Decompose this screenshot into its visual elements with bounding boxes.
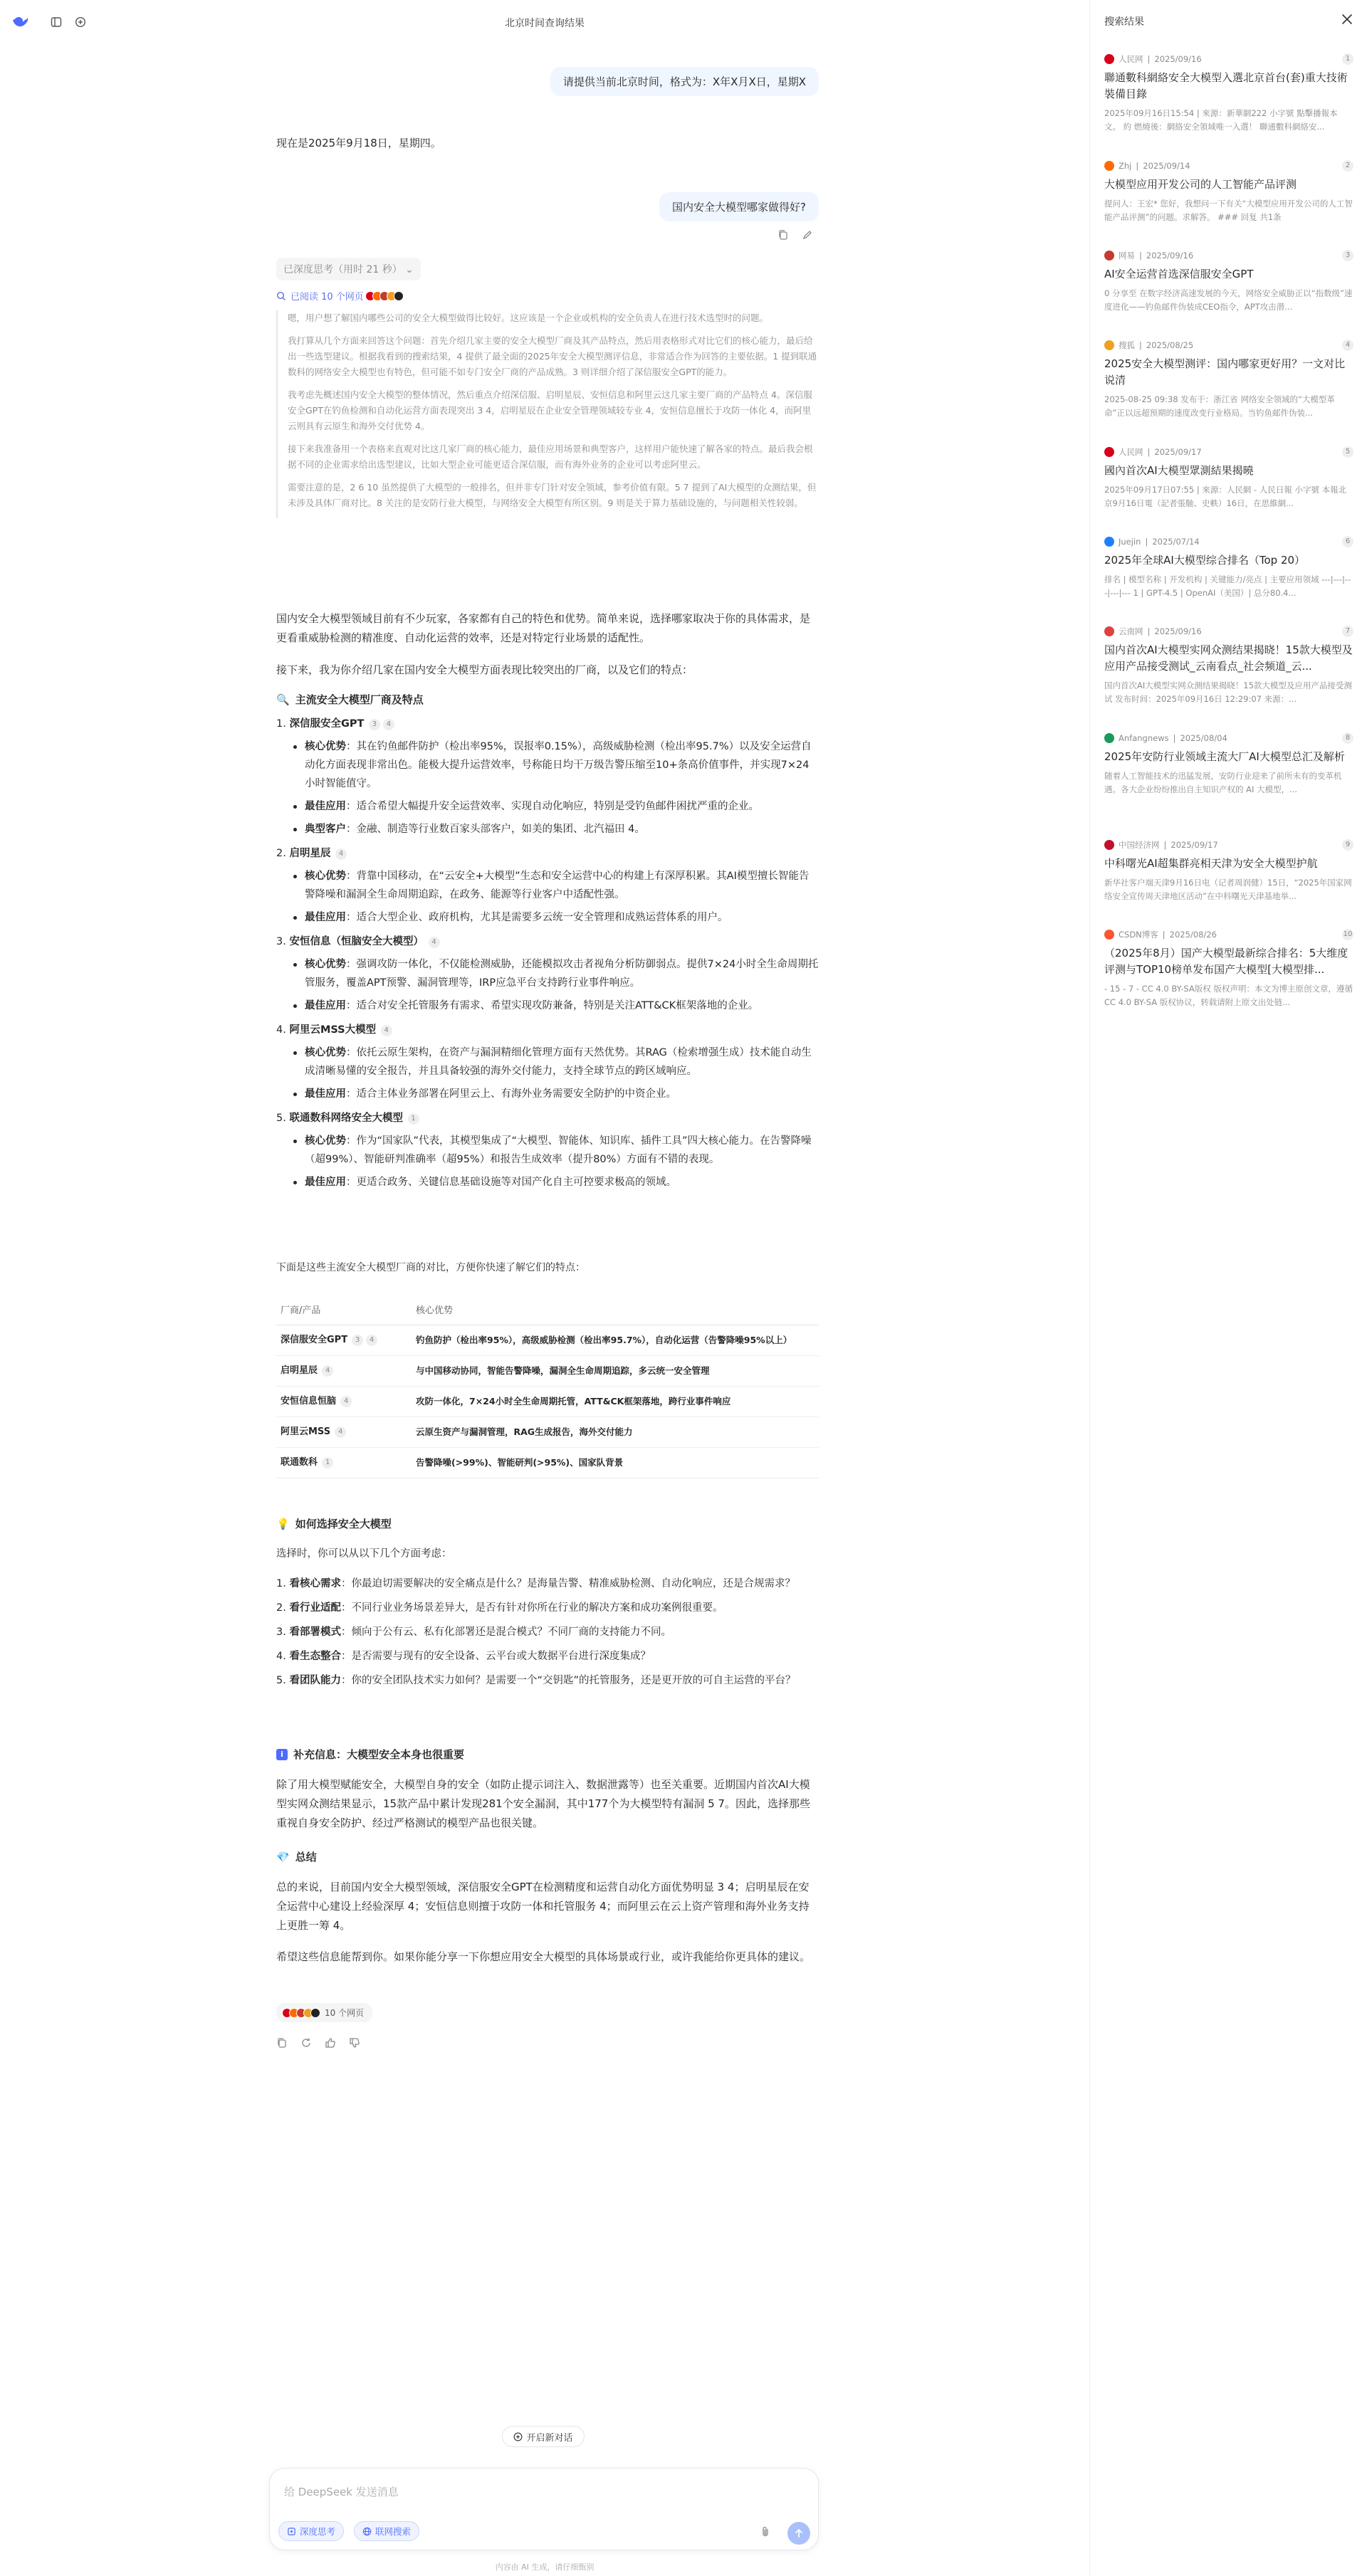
search-result-title[interactable]: AI安全运营首选深信服安全GPT — [1104, 268, 1254, 280]
search-result-title[interactable]: 國內首次AI大模型眾測結果揭曉 — [1104, 464, 1254, 477]
message-input[interactable]: 给 DeepSeek 发送消息 — [284, 2486, 399, 2498]
table-row — [276, 1387, 819, 1417]
search-result-item[interactable]: CSDN博客 | 2025/08/26 10 （2025年8月）国产大模型最新综合排名：5大维度评测与TOP10榜单发布国产大模型[大模型排... - 15 - 7 - CC 4.0 BY-SA版权 版权声明：本文为博主原创文章，遵循 CC 4.0 BY-SA 版权协议，转载请附上原文出处链... — [1104, 928, 1353, 1009]
search-result-title[interactable]: （2025年8月）国产大模型最新综合排名：5大维度评测与TOP10榜单发布国产大模型[大模型排... — [1104, 947, 1348, 976]
source-favicons — [285, 2008, 320, 2018]
table-cell-vendor: 深信服安全GPT 3 4 — [276, 1325, 412, 1356]
search-result-title[interactable]: 中科曙光AI超集群亮相天津为安全大模型护航 — [1104, 857, 1318, 870]
edit-icon[interactable] — [802, 229, 813, 241]
vendor-list — [276, 715, 819, 1197]
read-sources-row[interactable] — [276, 289, 404, 303]
message-composer[interactable] — [269, 2468, 819, 2550]
vendor-item: 5. 联通数科网络安全大模型 1 核心优势：作为“国家队”代表，其模型集成了“大模型、智能体、知识库、插件工具”四大核心能力。在告警降噪（超99%）、智能研判准确率（超95%）和报告生成效率（提升80%）方面有不错的表现。 最佳应用：更适合政务、关键信息基础设施等对国产化自主可控要求极高的领域。 — [276, 1109, 819, 1192]
table-header-cell: 厂商/产品 — [276, 1294, 412, 1325]
thinking-content — [276, 310, 819, 518]
close-icon[interactable] — [1341, 13, 1353, 26]
deep-think-button[interactable]: 深度思考 — [278, 2521, 344, 2541]
search-result-snippet: 2025年09月16日15:54 | 來源：新華網222 小字號 點擊播報本文。 約 燃燒後：網絡安全領域唯一入選！ 聯通數科網絡安... — [1104, 108, 1338, 132]
search-result-snippet: 提问人：王宏* 您好，我想问一下有关“大模型应用开发公司的人工智能产品评测”的问题。求解答。 ### 回复 共1条 — [1104, 199, 1353, 222]
plus-circle-icon — [513, 2432, 523, 2441]
tip-item: 3. 看部署模式：倾向于公有云、私有化部署还是混合模式？不同厂商的支持能力不同。 — [276, 1626, 671, 1638]
copy-icon[interactable] — [276, 2037, 288, 2051]
table-header-cell: 核心优势 — [412, 1294, 819, 1325]
closing-text: 希望这些信息能帮到你。如果你能分享一下你想应用安全大模型的具体场景或行业，或许我能给你更具体的建议。 — [276, 1950, 811, 1963]
vendor-item: 3. 安恒信息（恒脑安全大模型） 4 核心优势：强调攻防一体化，不仅能检测威胁，还能模拟攻击者视角分析防御弱点。提供7×24小时全生命周期托管服务，覆盖APT预警、漏洞管理等，IRP应急平台支持跨行业事件响应。 最佳应用：适合对安全托管服务有需求、希望实现攻防兼备，特别是关注ATT&CK框架落地的企业。 — [276, 932, 819, 1015]
section-heading-supplement: i 补充信息：大模型安全本身也很重要 — [276, 1747, 464, 1762]
sources-label: 10 个网页 — [325, 2008, 365, 2018]
table-row — [276, 1356, 819, 1387]
answer-actions — [276, 2037, 360, 2051]
summary-text: 总的来说，目前国内安全大模型领域，深信服安全GPT在检测精度和运营自动化方面优势明显 3 4；启明星辰在安全运营中心建设上经验深厚 4；安恒信息则擅于攻防一体和托管服务 4；而阿里云在云上资产管理和海外业务支持上更胜一筹 4。 — [276, 1881, 810, 1932]
comparison-table — [276, 1294, 819, 1478]
site-favicon-icon — [1104, 340, 1114, 350]
user-message-actions — [777, 229, 813, 241]
section-heading-summary: 💎 总结 — [276, 1850, 317, 1863]
search-result-item[interactable]: 人民网 | 2025/09/17 5 國內首次AI大模型眾測結果揭曉 2025年09月17日07:55 | 來源：人民網 - 人民日報 小字號 本報北京9月16日電（記者張馳、史軼）16日，在思維網... — [1104, 446, 1353, 510]
site-favicon-icon — [1104, 54, 1114, 64]
search-result-snippet: - 15 - 7 - CC 4.0 BY-SA版权 版权声明：本文为博主原创文章，遵循 CC 4.0 BY-SA 版权协议，转载请附上原文出处链... — [1104, 984, 1353, 1007]
magnifier-icon: 🔍 — [276, 693, 290, 706]
user-message: 请提供当前北京时间，格式为：X年X月X日，星期X — [550, 67, 819, 96]
top-bar — [0, 0, 1089, 44]
think-paragraph: 我考虑先概述国内安全大模型的整体情况，然后重点介绍深信服、启明星辰、安恒信息和阿里云这几家主要厂商的产品特点 4。深信服安全GPT在钓鱼检测和自动化运营方面表现突出 3 4，启明星辰在企业安全管理领域较专业 4，安恒信息擅长于攻防一体化 4，而阿里云则具有云原生和海外交付优势 4。 — [288, 389, 812, 431]
table-intro: 下面是这些主流安全大模型厂商的对比，方便你快速了解它们的特点： — [276, 1262, 585, 1273]
table-cell-strength: 钓鱼防护（检出率95%），高级威胁检测（检出率95.7%），自动化运营（告警降噪95%以上） — [412, 1325, 819, 1356]
ai-disclaimer: 内容由 AI 生成，请仔细甄别 — [495, 2562, 595, 2572]
table-cell-strength: 攻防一体化，7×24小时全生命周期托管，ATT&CK框架落地，跨行业事件响应 — [412, 1387, 819, 1417]
search-result-title[interactable]: 聯通數科網絡安全大模型入選北京首台(套)重大技術裝備目錄 — [1104, 71, 1348, 100]
search-result-item[interactable]: Juejin | 2025/07/14 6 2025年全球AI大模型综合排名（Top 20） 排名 | 模型名称 | 开发机构 | 关键能力/亮点 | 主要应用领域 ---|---|---|---|--- 1 | GPT-4.5 | OpenAI（美国）| 总分80.4... — [1104, 535, 1353, 600]
regenerate-icon[interactable] — [300, 2037, 312, 2051]
tip-item: 4. 看生态整合：是否需要与现有的安全设备、云平台或大数据平台进行深度集成？ — [276, 1651, 651, 1662]
search-result-snippet: 国内首次AI大模型实网众测结果揭晓！15款大模型及应用产品接受测试 发布时间：2025年09月16日 12:29:07 来源：... — [1104, 680, 1352, 704]
web-search-button[interactable]: 联网搜索 — [354, 2521, 419, 2541]
search-result-item[interactable]: 中国经济网 | 2025/09/17 9 中科曙光AI超集群亮相天津为安全大模型护航 新华社客户端天津9月16日电（记者周润健）15日，“2025年国家网络安全宣传周天津地区活动”在中科曙光天津基地举... — [1104, 838, 1353, 903]
vendor-item: 1. 深信服安全GPT 3 4 核心优势：其在钓鱼邮件防护（检出率95%，误报率0.15%），高级威胁检测（检出率95.7%）以及安全运营自动化方面表现非常出色。能极大提升运营效率，号称能日均干万级告警压缩至10+条高价值事件，并实现7×24小时智能值守。 最佳应用：适合希望大幅提升安全运营效率、实现自动化响应，特别是受钓鱼邮件困扰严重的企业。 典型客户：金融、制造等行业数百家头部客户，如美的集团、北汽福田 4。 — [276, 715, 819, 838]
think-paragraph: 我打算从几个方面来回答这个问题：首先介绍几家主要的安全大模型厂商及其产品特点，然后用表格形式对比它们的核心能力，最后给出一些选型建议。根据我看到的搜索结果，4 提供了最全面的2025年安全大模型测评信息，非常适合作为回答的主要依据。1 提到联通数科的网络安全大模型也有特色，但可能不如专门安全厂商的产品成熟。3 则详细介绍了深信服安全GPT的能力。 — [288, 335, 817, 377]
site-favicon-icon — [1104, 733, 1114, 743]
globe-icon — [362, 2527, 372, 2536]
source-favicons — [368, 291, 404, 301]
search-icon — [276, 291, 286, 301]
site-favicon-icon — [1104, 251, 1114, 261]
new-chat-button[interactable] — [502, 2426, 585, 2447]
site-favicon-icon — [1104, 447, 1114, 457]
supplement-text: 除了用大模型赋能安全，大模型自身的安全（如防止提示词注入、数据泄露等）也至关重要。近期国内首次AI大模型实网众测结果显示，15款产品中累计发现281个安全漏洞，其中177个为大模型特有漏洞 5 7。因此，选择那些重视自身安全防护、经过严格测试的模型产品也很关键。 — [276, 1778, 810, 1829]
info-icon: i — [276, 1749, 288, 1760]
selection-intro: 选择时，你可以从以下几个方面考虑： — [276, 1548, 452, 1560]
user-message: 国内安全大模型哪家做得好? — [659, 192, 819, 221]
deep-think-label: 已深度思考（用时 21 秒） — [283, 264, 402, 275]
lightbulb-icon: 💡 — [276, 1517, 290, 1530]
table-header-row — [276, 1294, 819, 1325]
search-results-title: 搜索结果 — [1104, 16, 1144, 28]
arrow-up-icon — [794, 2528, 804, 2538]
table-cell-vendor: 启明星辰 4 — [276, 1356, 412, 1387]
search-result-snippet: 排名 | 模型名称 | 开发机构 | 关键能力/亮点 | 主要应用领域 ---|---|---|---|--- 1 | GPT-4.5 | OpenAI（美国）| 总分80.4... — [1104, 574, 1351, 598]
search-result-item[interactable]: 网易 | 2025/09/16 3 AI安全运营首选深信服安全GPT 0 分享至 在数字经济高速发展的今天，网络安全威胁正以“指数级”速度进化——钓鱼邮件伪装成CEO指令，APT攻击潜... — [1104, 249, 1353, 314]
send-button[interactable] — [787, 2522, 810, 2545]
search-result-snippet: 新华社客户端天津9月16日电（记者周润健）15日，“2025年国家网络安全宣传周天津地区活动”在中科曙光天津基地举... — [1104, 878, 1352, 901]
table-cell-strength: 与中国移动协同，智能告警降噪，漏洞全生命周期追踪，多云统一安全管理 — [412, 1356, 819, 1387]
search-result-item[interactable]: 搜狐 | 2025/08/25 4 2025安全大模型测评：国内哪家更好用？一文对比说清 2025-08-25 09:38 发布于：浙江省 网络安全领域的“大模型革命”正以远超预期的速度改变行业格局。当钓鱼邮件伪装... — [1104, 339, 1353, 420]
table-cell-strength: 告警降噪(>99%)、智能研判(>95%)、国家队背景 — [412, 1448, 819, 1478]
think-paragraph: 嗯，用户想了解国内哪些公司的安全大模型做得比较好。这应该是一个企业或机构的安全负责人在进行技术选型时的问题。 — [288, 312, 769, 323]
thumbs-up-icon[interactable] — [325, 2037, 336, 2051]
table-row — [276, 1325, 819, 1356]
site-favicon-icon — [1104, 626, 1114, 636]
tip-item: 2. 看行业适配：不同行业业务场景差异大，是否有针对你所在行业的解决方案和成功案例很重要。 — [276, 1602, 723, 1614]
table-row — [276, 1417, 819, 1448]
search-result-snippet: 2025-08-25 09:38 发布于：浙江省 网络安全领域的“大模型革命”正以远超预期的速度改变行业格局。当钓鱼邮件伪装... — [1104, 394, 1335, 418]
deep-think-toggle[interactable] — [276, 258, 421, 280]
site-favicon-icon — [1104, 537, 1114, 547]
search-result-snippet: 0 分享至 在数字经济高速发展的今天，网络安全威胁正以“指数级”速度进化——钓鱼邮件伪装成CEO指令，APT攻击潜... — [1104, 288, 1353, 312]
think-paragraph: 接下来我准备用一个表格来直观对比这几家厂商的核心能力，最佳应用场景和典型客户，这样用户能快速了解各家的特点。最后我会根据不同的企业需求给出选型建议，比如大型企业可能更适合深信服，而有海外业务的企业可以考虑阿里云。 — [288, 443, 813, 470]
site-favicon-icon — [1104, 161, 1114, 171]
search-result-title[interactable]: 2025年全球AI大模型综合排名（Top 20） — [1104, 554, 1306, 567]
search-result-title[interactable]: 2025安全大模型测评：国内哪家更好用？一文对比说清 — [1104, 357, 1346, 387]
section-heading-selection: 💡 如何选择安全大模型 — [276, 1517, 392, 1530]
new-chat-label: 开启新对话 — [526, 2432, 573, 2444]
tip-item: 5. 看团队能力：你的安全团队技术实力如何？是需要一个“交钥匙”的托管服务，还是更开放的可自主运营的平台？ — [276, 1675, 796, 1686]
site-favicon-icon — [1104, 840, 1114, 850]
tip-item: 1. 看核心需求：你最迫切需要解决的安全痛点是什么？是海量告警、精准威胁检测、自动化响应，还是合规需求？ — [276, 1578, 795, 1589]
section-heading-vendors: 🔍 主流安全大模型厂商及特点 — [276, 693, 424, 706]
think-paragraph: 需要注意的是，2 6 10 虽然提供了大模型的一般排名，但并非专门针对安全领域，参考价值有限。5 7 提到了AI大模型的众测结果，但未涉及具体厂商对比。8 关注的是安防行业大模型，与网络安全大模型有所区别。9 则是关于算力基础设施的，与问题相关性较弱。 — [288, 482, 817, 508]
table-cell-vendor: 安恒信息恒脑 4 — [276, 1387, 412, 1417]
search-result-title[interactable]: 2025年安防行业领域主流大厂AI大模型总汇及解析 — [1104, 750, 1345, 763]
search-result-item[interactable]: 云南网 | 2025/09/16 7 国内首次AI大模型实网众测结果揭晓！15款大模型及应用产品接受测试_云南看点_社会频道_云... 国内首次AI大模型实网众测结果揭晓！15款大模型及应用产品接受测试 发布时间：2025年09月16日 12:29:07 来源：... — [1104, 625, 1353, 706]
assistant-answer: 现在是2025年9月18日，星期四。 — [276, 137, 441, 149]
answer-intro: 国内安全大模型领域目前有不少玩家，各家都有自己的特色和优势。简单来说，选择哪家取决于你的具体需求，是更看重威胁检测的精准度、自动化运营的效率，还是对特定行业场景的适配性。 — [276, 612, 811, 644]
search-result-title[interactable]: 大模型应用开发公司的人工智能产品评测 — [1104, 178, 1297, 191]
answer-intro-2: 接下来，我为你介绍几家在国内安全大模型方面表现比较突出的厂商，以及它们的特点： — [276, 663, 693, 676]
search-result-item[interactable]: Zhj | 2025/09/14 2 大模型应用开发公司的人工智能产品评测 提问人：王宏* 您好，我想问一下有关“大模型应用开发公司的人工智能产品评测”的问题。求解答。 ### 回复 共1条 — [1104, 159, 1353, 224]
table-cell-strength: 云原生资产与漏洞管理，RAG生成报告，海外交付能力 — [412, 1417, 819, 1448]
table-cell-vendor: 阿里云MSS 4 — [276, 1417, 412, 1448]
site-favicon-icon — [1104, 930, 1114, 940]
sources-button[interactable] — [276, 2003, 372, 2022]
page-title: 北京时间查询结果 — [505, 18, 585, 29]
table-cell-vendor: 联通数科 1 — [276, 1448, 412, 1478]
vendor-item: 2. 启明星辰 4 核心优势：背靠中国移动，在“云安全+大模型”生态和安全运营中心的构建上有深厚积累。其AI模型擅长智能告警降噪和漏洞全生命周期追踪，在政务、能源等行业客户中适配性强。 最佳应用：适合大型企业、政府机构，尤其是需要多云统一安全管理和成熟运营体系的用户。 — [276, 844, 819, 927]
deep-think-icon — [287, 2527, 296, 2536]
search-result-snippet: 2025年09月17日07:55 | 來源：人民網 - 人民日報 小字號 本報北京9月16日電（記者張馳、史軼）16日，在思維網... — [1104, 485, 1347, 508]
search-result-snippet: 随着人工智能技术的迅猛发展，安防行业迎来了前所未有的变革机遇。各大企业纷纷推出自主知识产权的 AI 大模型，... — [1104, 771, 1342, 794]
vendor-item: 4. 阿里云MSS大模型 4 核心优势：依托云原生架构，在资产与漏洞精细化管理方面有天然优势。其RAG（检索增强生成）技术能自动生成清晰易懂的安全报告，并且具备较强的海外交付能力，支持全球节点的跨区域响应。 最佳应用：适合主体业务部署在阿里云上、有海外业务需要安全防护的中资企业。 — [276, 1021, 819, 1103]
search-result-item[interactable]: Anfangnews | 2025/08/04 8 2025年安防行业领域主流大厂AI大模型总汇及解析 随着人工智能技术的迅猛发展，安防行业迎来了前所未有的变革机遇。各大企业纷纷推出自主知识产权的 AI 大模型，... — [1104, 732, 1353, 797]
diamond-icon: 💎 — [276, 1850, 290, 1863]
copy-icon[interactable] — [777, 229, 789, 241]
selection-tips-list — [276, 1574, 819, 1696]
search-results-panel — [1089, 0, 1367, 2576]
search-result-title[interactable]: 国内首次AI大模型实网众测结果揭晓！15款大模型及应用产品接受测试_云南看点_社会频道_云... — [1104, 643, 1353, 673]
attachment-icon[interactable] — [760, 2525, 771, 2538]
chevron-down-icon: ⌄ — [405, 264, 414, 275]
read-sources-label: 已阅读 10 个网页 — [290, 292, 364, 303]
table-row — [276, 1448, 819, 1478]
search-result-item[interactable]: 人民网 | 2025/09/16 1 聯通數科網絡安全大模型入選北京首台(套)重大技術裝備目錄 2025年09月16日15:54 | 來源：新華網222 小字號 點擊播報本文。 約 燃燒後：網絡安全領域唯一入選！ 聯通數科網絡安... — [1104, 53, 1353, 134]
thumbs-down-icon[interactable] — [349, 2037, 360, 2051]
